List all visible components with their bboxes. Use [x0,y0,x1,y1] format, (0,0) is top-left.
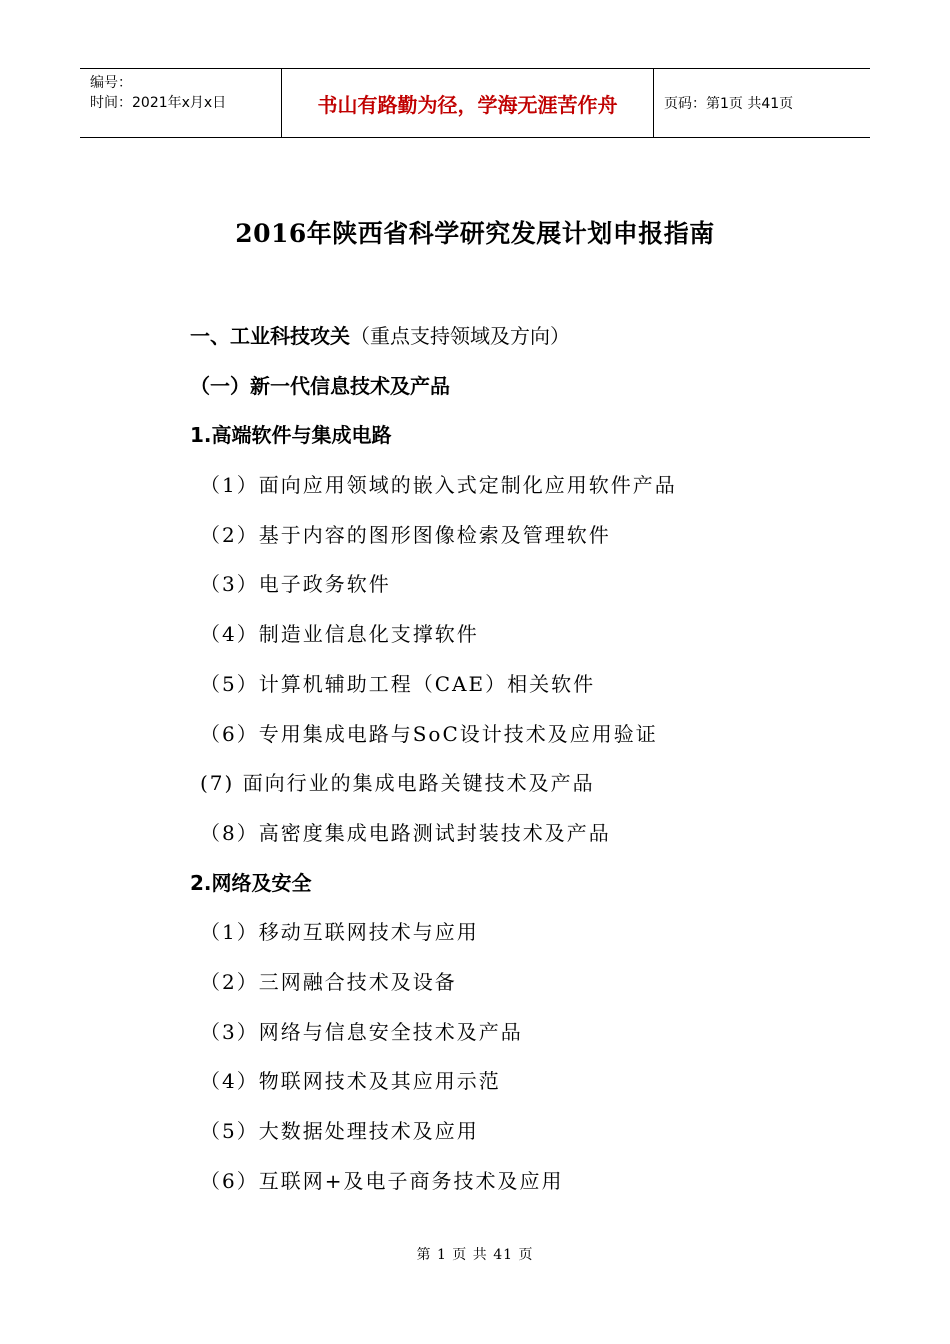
list-item: （8）高密度集成电路测试封装技术及产品 [200,820,611,845]
document-time-label: 时间：2021年x月x日 [90,95,227,111]
section-heading [190,312,890,362]
list-item: (7) 面向行业的集成电路关键技术及产品 [200,771,595,796]
page-header [80,68,870,138]
section-title: 一、工业科技攻关 [190,324,350,348]
list-item: （1）移动互联网技术与应用 [200,920,479,945]
group-heading: 2.网络及安全 [190,870,312,895]
header-motto: 书山有路勤为径，学海无涯苦作舟 [282,69,654,137]
section-note: （重点支持领域及方向） [350,324,570,348]
document-number-label: 编号： [90,75,132,91]
list-item: （5）大数据处理技术及应用 [200,1119,479,1143]
document-title: 2016年陕西省科学研究发展计划申报指南 [235,219,715,248]
list-item: （1）面向应用领域的嵌入式定制化应用软件产品 [200,473,677,498]
document-body [190,312,890,1206]
page-footer: 第 1 页 共 41 页 [416,1247,534,1263]
group-heading: 1.高端软件与集成电路 [190,423,392,448]
list-item: （4）物联网技术及其应用示范 [200,1069,501,1094]
subsection-heading: （一）新一代信息技术及产品 [190,373,450,398]
header-page-info: 页码：第1页 共41页 [664,96,794,112]
list-item: （5）计算机辅助工程（CAE）相关软件 [200,671,596,696]
list-item: （6）专用集成电路与SoC设计技术及应用验证 [200,721,658,746]
list-item: （3）电子政务软件 [200,572,391,597]
list-item: （3）网络与信息安全技术及产品 [200,1019,523,1044]
list-item: （2）基于内容的图形图像检索及管理软件 [200,522,611,547]
list-item: （2）三网融合技术及设备 [200,969,457,994]
list-item: （6）互联网+及电子商务技术及应用 [200,1168,564,1193]
header-meta [80,69,282,137]
list-item: （4）制造业信息化支撑软件 [200,622,479,647]
